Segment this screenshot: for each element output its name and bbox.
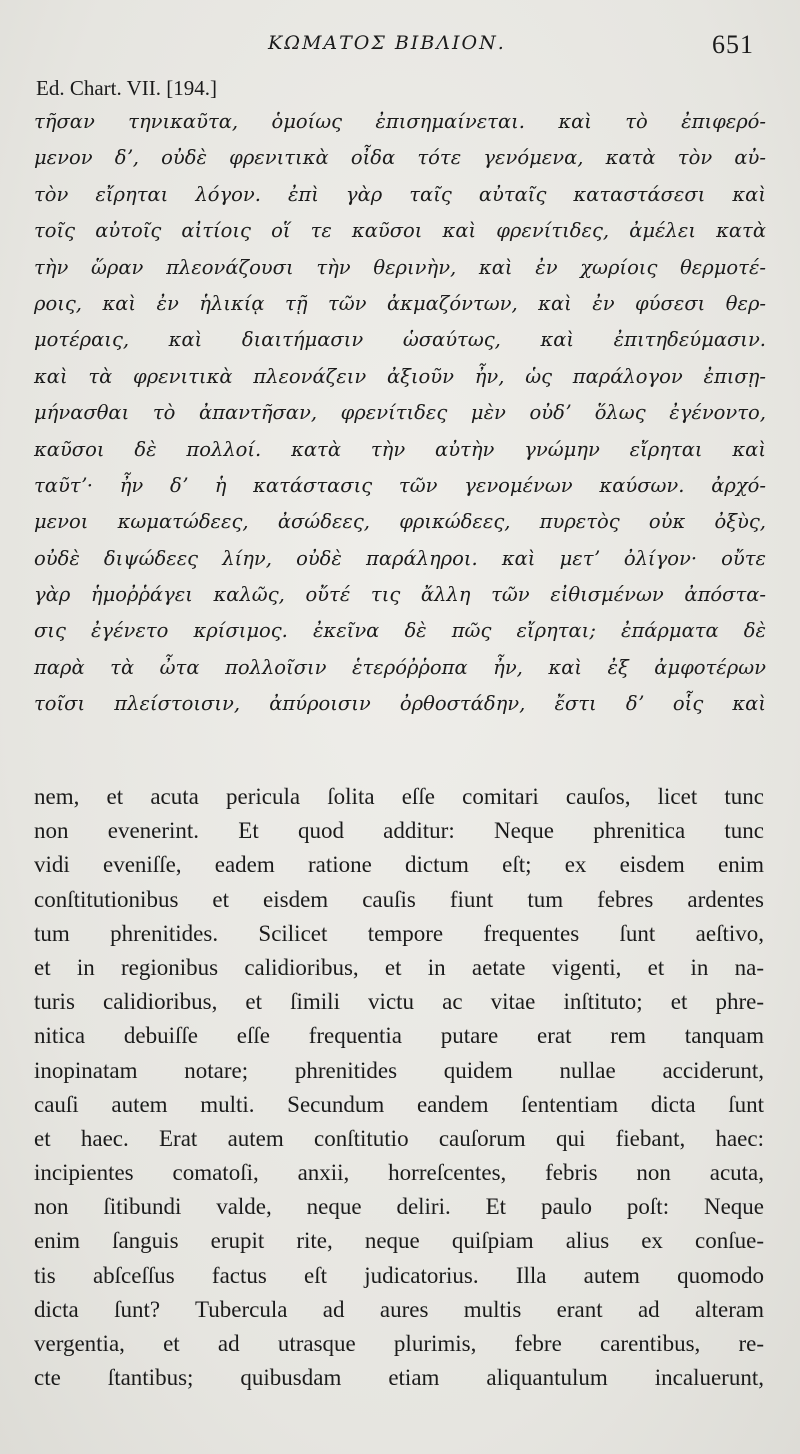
latin-line: dicta ſunt? Tubercula ad aures multis erant ad alteram [34, 1296, 764, 1322]
greek-line: οὐδὲ διψώδεες λίην, οὐδὲ παράληροι. καὶ μετʼ ὀλίγον· οὔτε [34, 546, 766, 570]
greek-line: τοῖσι πλείστοισιν, ἀπύροισιν ὀρθοστάδην, ἔστι δʼ οἷς καὶ [34, 692, 766, 716]
latin-line: inopinatam notare; phrenitides quidem nullae acciderunt, [34, 1057, 764, 1083]
greek-line: μενοι κωματώδεες, ἀσώδεες, φρικώδεες, πυρετὸς οὐκ ὀξὺς, [34, 510, 766, 534]
latin-line: enim ſanguis erupit rite, neque quiſpiam alius ex conſue- [34, 1228, 764, 1254]
latin-line: cte ſtantibus; quibusdam etiam aliquantulum incaluerunt, [34, 1365, 764, 1391]
greek-line: μήνασθαι τὸ ἀπαντῆσαν, φρενίτιδες μὲν οὐδʼ ὅλως ἐγένοντο, [34, 401, 766, 425]
greek-text-block [34, 104, 766, 723]
greek-line: μοτέραις, καὶ διαιτήμασιν ὡσαύτως, καὶ ἐπιτηδεύμασιν. [34, 328, 766, 352]
latin-line: nem, et acuta pericula ſolita eſſe comitari cauſos, licet tunc [34, 784, 764, 809]
page-number: 651 [712, 30, 754, 59]
latin-line: non ſitibundi valde, neque deliri. Et paulo poſt: Neque [34, 1194, 764, 1220]
greek-line: παρὰ τὰ ὦτα πολλοῖσιν ἑτερόῤῥοπα ἦν, καὶ ἐξ ἀμφοτέρων [34, 655, 766, 679]
latin-line: vidi eveniſſe, eadem ratione dictum eſt; ex eisdem enim [34, 852, 764, 878]
latin-line: nitica debuiſſe eſſe frequentia putare erat rem tanquam [34, 1023, 764, 1049]
latin-line: tis abſceſſus factus eſt judicatorius. Illa autem quomodo [34, 1262, 764, 1288]
greek-line: τῆσαν τηνικαῦτα, ὁμοίως ἐπισημαίνεται. καὶ τὸ ἐπιφερό- [34, 110, 766, 133]
greek-line: ροις, καὶ ἐν ἡλικίᾳ τῇ τῶν ἀκμαζόντων, καὶ ἐν φύσεσι θερ- [34, 291, 766, 315]
latin-line: vergentia, et ad utrasque plurimis, febre carentibus, re- [34, 1331, 764, 1356]
latin-line: conſtitutionibus et eisdem cauſis fiunt tum febres ardentes [34, 886, 764, 912]
page-header [0, 30, 800, 66]
greek-line: τὴν ὥραν πλεονάζουσι τὴν θερινὴν, καὶ ἐν χωρίοις θερμοτέ- [34, 255, 766, 279]
latin-line: tum phrenitides. Scilicet tempore frequentes ſunt aeſtivo, [34, 920, 764, 946]
greek-line: γὰρ ἡμοῤῥάγει καλῶς, οὔτέ τις ἄλλη τῶν εἰθισμένων ἀπόστα- [34, 583, 766, 607]
latin-line: cauſi autem multi. Secundum eandem ſententiam dicta ſunt [34, 1091, 764, 1117]
greek-line: καῦσοι δὲ πολλοί. κατὰ τὴν αὐτὴν γνώμην εἴρηται καὶ [34, 437, 766, 461]
latin-line: incipientes comatoſi, anxii, horreſcentes, febris non acuta, [34, 1160, 764, 1186]
greek-line: σις ἐγένετο κρίσιμος. ἐκεῖνα δὲ πῶς εἴρηται; ἐπάρματα δὲ [34, 619, 766, 643]
latin-line: non evenerint. Et quod additur: Neque phrenitica tunc [34, 818, 764, 844]
greek-line: τοῖς αὐτοῖς αἰτίοις οἵ τε καῦσοι καὶ φρενίτιδες, ἀμέλει κατὰ [34, 219, 766, 243]
running-title: ΚΩΜΑΤΟΣ ΒΙΒΛΙΟΝ. [268, 32, 506, 54]
edition-reference: Ed. Chart. VII. [194.] [36, 76, 217, 100]
latin-line: turis calidioribus, et ſimili victu ac vitae inſtituto; et phre- [34, 989, 764, 1015]
greek-line: τὸν εἴρηται λόγον. ἐπὶ γὰρ ταῖς αὐταῖς καταστάσεσι καὶ [34, 182, 766, 206]
greek-line: ταῦτʼ· ἦν δʼ ἡ κατάστασις τῶν γενομένων καύσων. ἀρχό- [34, 473, 766, 497]
latin-line: et haec. Erat autem conſtitutio cauſorum qui fiebant, haec: [34, 1125, 764, 1151]
greek-line: μενον δʼ, οὐδὲ φρενιτικὰ οἶδα τότε γενόμενα, κατὰ τὸν αὐ- [34, 146, 766, 170]
greek-line: καὶ τὰ φρενιτικὰ πλεονάζειν ἀξιοῦν ἦν, ὡς παράλογον ἐπισῃ- [34, 364, 766, 388]
latin-line: et in regionibus calidioribus, et in aetate vigenti, et in na- [34, 954, 764, 980]
latin-text-block [34, 780, 764, 1395]
